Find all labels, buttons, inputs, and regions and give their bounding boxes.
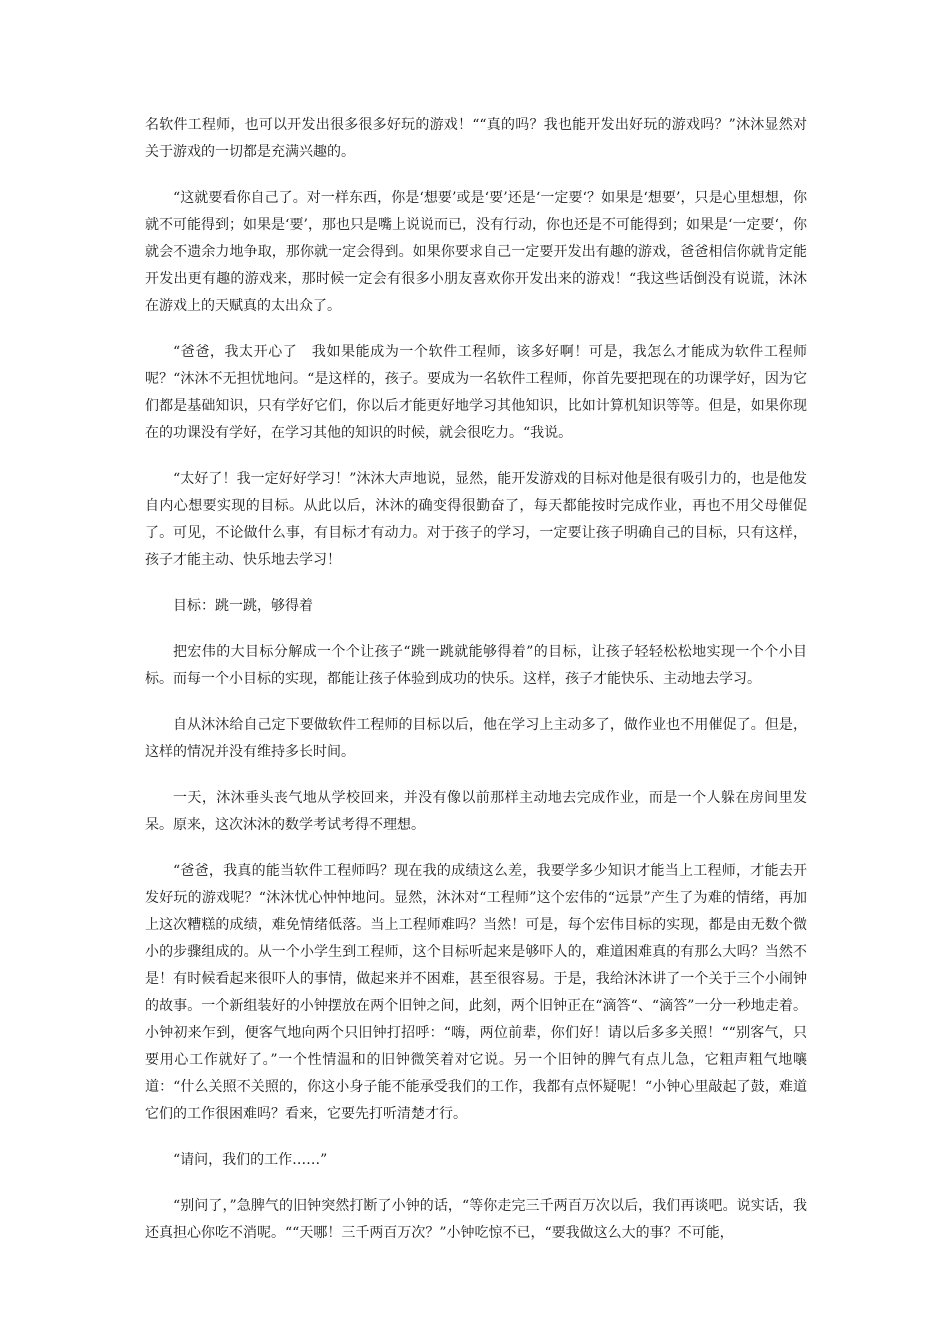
document-page [145, 112, 807, 1247]
paragraph-10: “请问，我们的工作……” [173, 1152, 328, 1168]
paragraph-6: 把宏伟的大目标分解成一个个让孩子“跳一跳就能够得着”的目标，让孩子轻轻松松地实现一个个小目标。而每一个小目标的实现，都能让孩子体验到成功的快乐。这样，孩子才能快乐、主动地去学习。 [145, 644, 807, 687]
paragraph-9: “爸爸，我真的能当软件工程师吗？现在我的成绩这么差，我要学多少知识才能当上工程师，才能去开发好玩的游戏呢？“沐沐忧心忡忡地问。显然，沐沐对“工程师”这个宏伟的“远景”产生了为难的情绪，再加上这次糟糕的成绩，难免情绪低落。当上工程师难吗？当然！可是，每个宏伟目标的实现，都是由无数个微小的步骤组成的。从一个小学生到工程师，这个目标听起来是够吓人的，难道困难真的有那么大吗？当然不是！有时候看起来很吓人的事情，做起来并不困难，甚至很容易。于是，我给沐沐讲了一个关于三个小闹钟的故事。一个新组装好的小钟摆放在两个旧钟之间，此刻，两个旧钟正在“滴答“、“滴答”一分一秒地走着。小钟初来乍到，便客气地向两个只旧钟打招呼：“嗨，两位前辈，你们好！请以后多多关照！““别客气，只要用心工作就好了。”一个性情温和的旧钟微笑着对它说。另一个旧钟的脾气有点儿急，它粗声粗气地嚷道：“什么关照不关照的，你这小身子能不能承受我们的工作，我都有点怀疑呢！“小钟心里敲起了鼓，难道它们的工作很困难吗？看来，它要先打听清楚才行。 [145, 863, 807, 1122]
paragraph-2: “这就要看你自己了。对一样东西，你是‘想要’或是‘要’还是‘一定要‘？如果是‘想要’，只是心里想想，你就不可能得到；如果是‘要’，那也只是嘴上说说而已，没有行动，你也还是不可能得到；如果是‘一定要‘，你就会不遗余力地争取，那你就一定会得到。如果你要求自己一定要开发出有趣的游戏，爸爸相信你就肯定能开发出更有趣的游戏来，那时候一定会有很多小朋友喜欢你开发出来的游戏！“我这些话倒没有说谎，沐沐在游戏上的天赋真的太出众了。 [145, 190, 807, 314]
section-heading: 目标：跳一跳，够得着 [173, 598, 313, 614]
paragraph-1: 名软件工程师，也可以开发出很多很多好玩的游戏！““真的吗？我也能开发出好玩的游戏吗？”沐沐显然对关于游戏的一切都是充满兴趣的。 [145, 117, 807, 160]
paragraph-8: 一天，沐沐垂头丧气地从学校回来，并没有像以前那样主动地去完成作业，而是一个人躲在房间里发呆。原来，这次沐沐的数学考试考得不理想。 [145, 790, 807, 833]
paragraph-4: “太好了！我一定好好学习！”沐沐大声地说，显然，能开发游戏的目标对他是很有吸引力的，也是他发自内心想要实现的目标。从此以后，沐沐的确变得很勤奋了，每天都能按时完成作业，再也不用父母催促了。可见，不论做什么事，有目标才有动力。对于孩子的学习，一定要让孩子明确自己的目标，只有这样，孩子才能主动、快乐地去学习！ [145, 471, 807, 568]
paragraph-7: 自从沐沐给自己定下要做软件工程师的目标以后，他在学习上主动多了，做作业也不用催促了。但是，这样的情况并没有维持多长时间。 [145, 717, 807, 760]
paragraph-11: “别问了，”急脾气的旧钟突然打断了小钟的话，“等你走完三千两百万次以后，我们再谈吧。说实话，我还真担心你吃不消呢。““天哪！三千两百万次？”小钟吃惊不已，“要我做这么大的事？不可能， [145, 1198, 807, 1241]
paragraph-3: “爸爸，我太开心了 我如果能成为一个软件工程师，该多好啊！可是，我怎么才能成为软件工程师呢？“沐沐不无担忧地问。“是这样的，孩子。要成为一名软件工程师，你首先要把现在的功课学好，因为它们都是基础知识，只有学好它们，你以后才能更好地学习其他知识，比如计算机知识等等。但是，如果你现在的功课没有学好，在学习其他的知识的时候，就会很吃力。“我说。 [145, 344, 807, 441]
